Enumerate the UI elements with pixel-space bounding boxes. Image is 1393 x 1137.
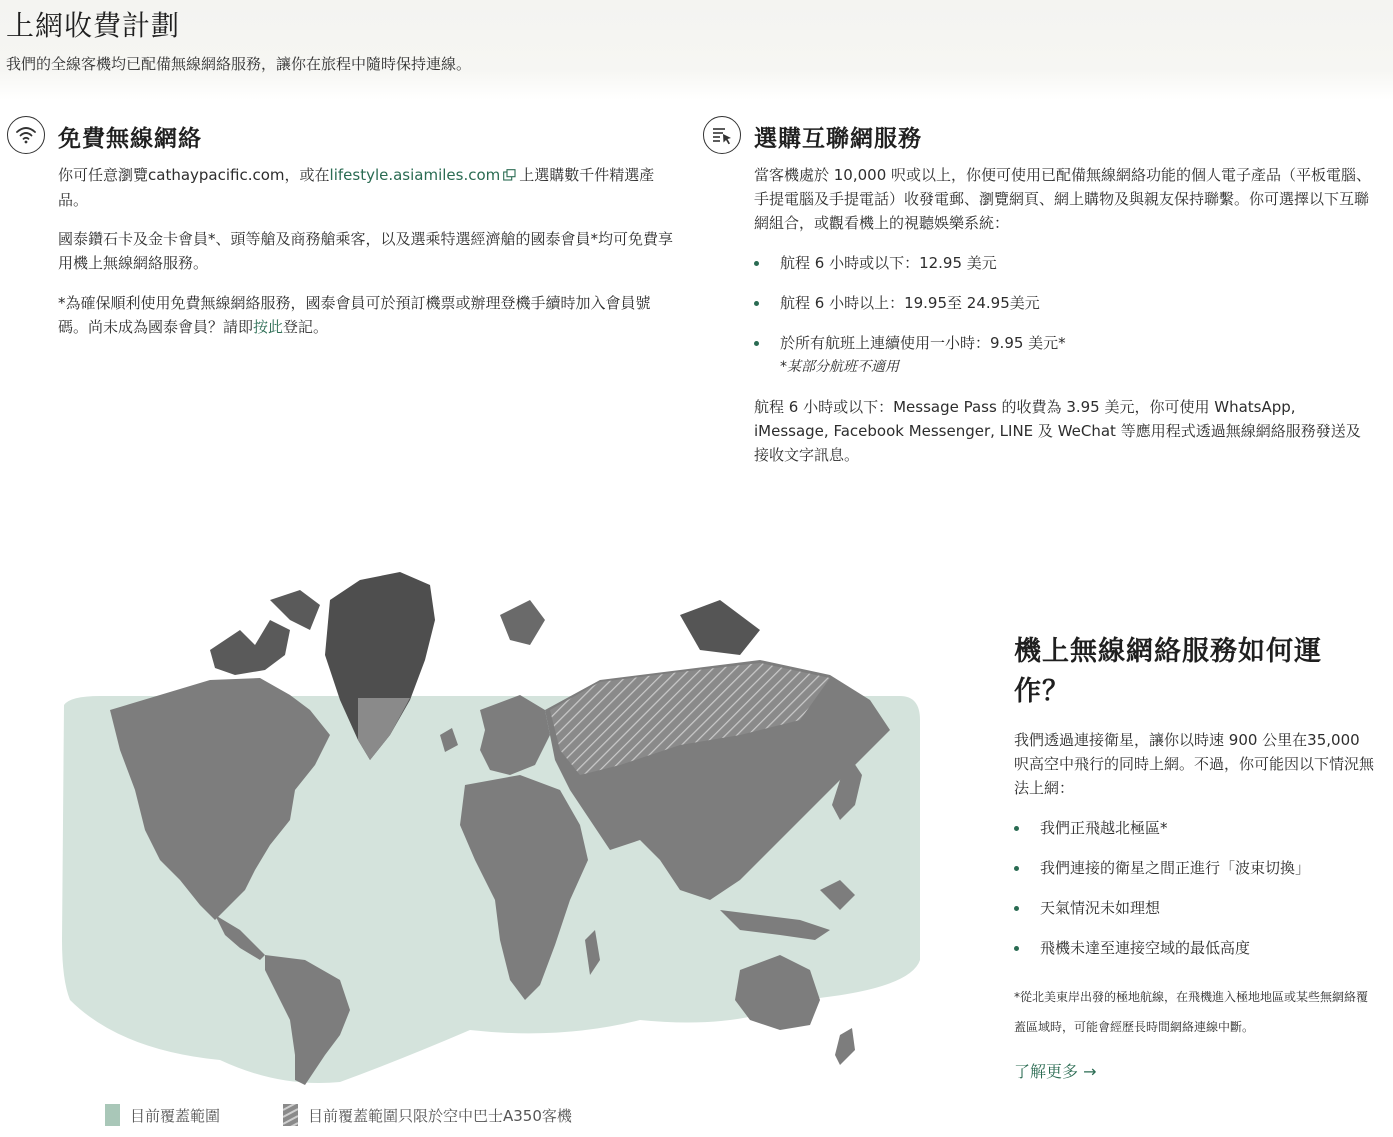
register-link[interactable]: 按此 — [253, 318, 284, 336]
page-subtitle: 我們的全線客機均已配備無線網絡服務，讓你在旅程中隨時保持連線。 — [6, 55, 472, 73]
reasons-list — [1014, 816, 1374, 960]
polar-footnote: *從北美東岸出發的極地航線，在飛機進入極地地區或某些無網絡覆蓋區域時，可能會經歷長時間網絡連線中斷。 — [1014, 990, 1369, 1034]
purchase-intro: 當客機處於 10,000 呎或以上，你便可使用已配備無線網絡功能的個人電子產品（平板電腦、手提電腦及手提電話）收發電郵、瀏覽網頁、網上購物及與親友保持聯繫。你可選擇以下互聯網組合，或觀看機上的視聽娛樂系統： — [754, 166, 1372, 232]
header-band — [0, 0, 1393, 100]
free-wifi-paragraph-1: 你可任意瀏覽cathaypacific.com，或在lifestyle.asiamiles.com 上選購數千件精選產品。 — [58, 166, 655, 209]
how-it-works-title: 機上無線網絡服務如何運作？ — [1014, 636, 1322, 707]
a350-swatch — [283, 1104, 298, 1126]
external-link-icon — [503, 164, 516, 188]
message-pass-paragraph: 航程 6 小時或以下：Message Pass 的收費為 3.95 美元，你可使用 WhatsApp, iMessage, Facebook Messenger, LINE 及 WeChat 等應用程式透過無線網絡服務發送及接收文字訊息。 — [754, 398, 1361, 464]
arctic-islands — [210, 620, 290, 675]
list-item: 我們正飛越北極區* — [1014, 816, 1374, 840]
list-item: 天氣情況未如理想 — [1014, 896, 1374, 920]
free-wifi-title: 免費無線網絡 — [58, 126, 202, 152]
wifi-icon — [7, 116, 45, 154]
legend-coverage: 目前覆蓋範圍 — [105, 1104, 220, 1126]
learn-more-link[interactable]: 了解更多 → — [1014, 1062, 1097, 1081]
how-it-works-intro: 我們透過連接衛星，讓你以時速 900 公里在35,000呎高空中飛行的同時上網。不過，你可能因以下情況無法上網： — [1014, 731, 1375, 797]
coverage-map — [40, 560, 940, 1090]
list-item: 航程 6 小時以上：19.95至 24.95美元 — [754, 291, 1374, 315]
asiamiles-link[interactable]: lifestyle.asiamiles.com — [329, 166, 501, 184]
purchase-title: 選購互聯網服務 — [754, 126, 922, 152]
list-item: 我們連接的衛星之間正進行「波束切換」 — [1014, 856, 1374, 880]
coverage-swatch — [105, 1104, 120, 1126]
free-wifi-paragraph-3: *為確保順利使用免費無線網絡服務，國泰會員可於預訂機票或辦理登機手續時加入會員號碼。尚未成為國泰會員？請即按此登記。 — [58, 294, 651, 336]
plan-note: *某部分航班不適用 — [780, 359, 899, 375]
list-item: 飛機未達至連接空域的最低高度 — [1014, 936, 1374, 960]
legend-a350: 目前覆蓋範圍只限於空中巴士A350客機 — [283, 1104, 572, 1126]
list-item: 於所有航班上連續使用一小時：9.95 美元* *某部分航班不適用 — [754, 331, 1374, 379]
free-wifi-paragraph-2: 國泰鑽石卡及金卡會員*、頭等艙及商務艙乘客，以及選乘特選經濟艙的國泰會員*均可免費享用機上無線網絡服務。 — [58, 230, 674, 272]
plan-list — [754, 251, 1374, 379]
list-item: 航程 6 小時或以下：12.95 美元 — [754, 251, 1374, 275]
menu-cursor-icon — [703, 116, 741, 154]
page-title: 上網收費計劃 — [6, 9, 181, 42]
